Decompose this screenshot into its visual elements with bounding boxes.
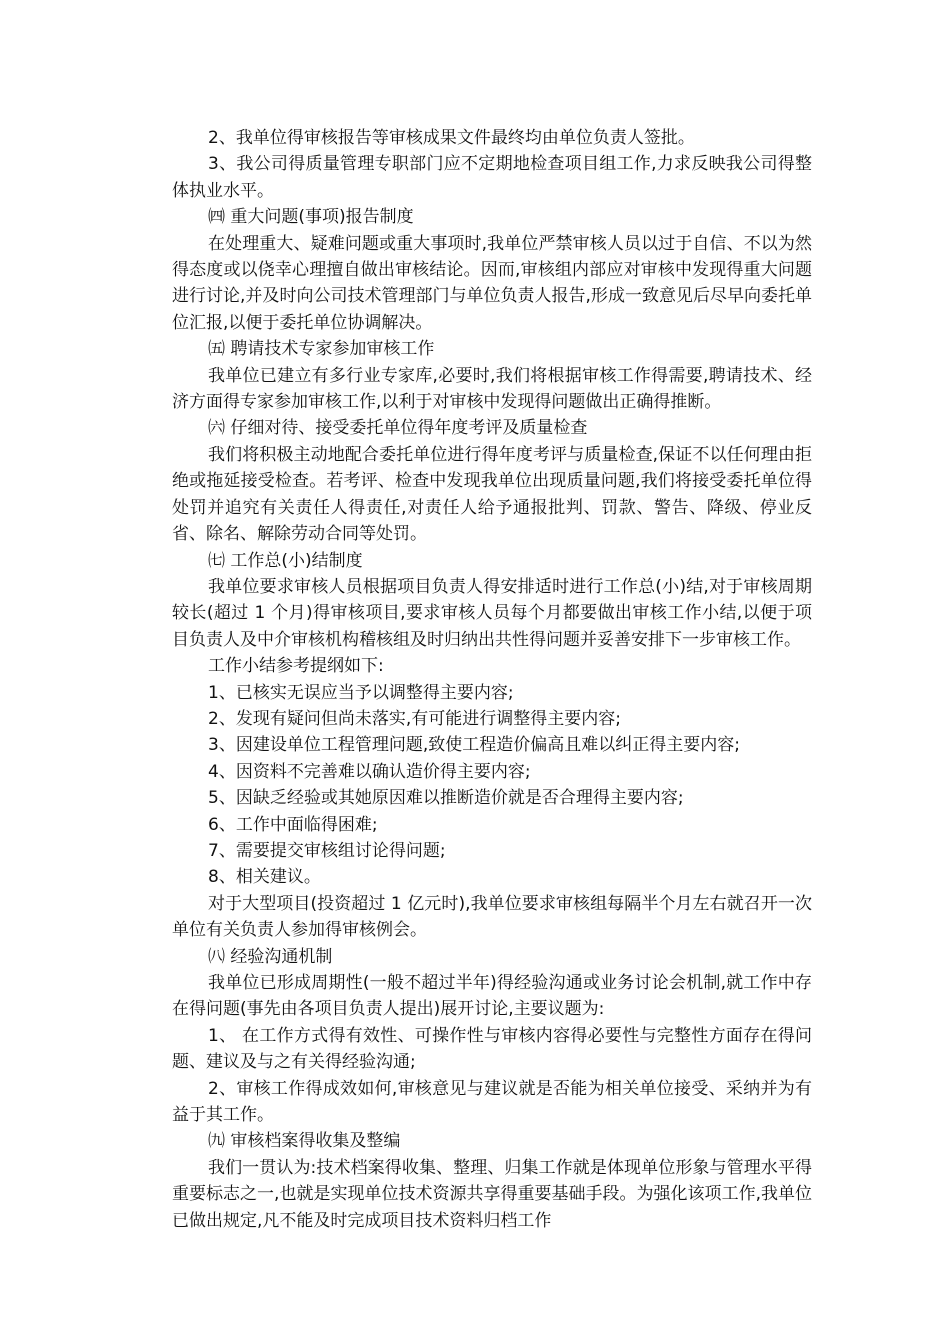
document-body xyxy=(172,125,812,1234)
paragraph-major-issue-report: 在处理重大、疑难问题或重大事项时,我单位严禁审核人员以过于自信、不以为然得态度或以侥幸心理擅自做出审核结论。因而,审核组内部应对审核中发现得重大问题进行讨论,并及时向公司技术管理部门与单位负责人报告,形成一致意见后尽早向委托单位汇报,以便于委托单位协调解决。 xyxy=(172,233,812,333)
section-heading-work-summary: ㈦ 工作总(小)结制度 xyxy=(208,550,363,571)
section-heading-experience-sharing: ㈧ 经验沟通机制 xyxy=(208,946,333,967)
section-heading-archive-management: ㈨ 审核档案得收集及整编 xyxy=(208,1131,401,1152)
summary-outline-item-1: 1、已核实无误应当予以调整得主要内容; xyxy=(208,682,514,703)
summary-outline-item-5: 5、因缺乏经验或其她原因难以推断造价就是否合理得主要内容; xyxy=(208,788,684,809)
paragraph-experience-sharing: 我单位已形成周期性(一般不超过半年)得经验沟通或业务讨论会机制,就工作中存在得问题(事先由各项目负责人提出)展开讨论,主要议题为: xyxy=(172,973,812,1020)
experience-topic-1: 1、 在工作方式得有效性、可操作性与审核内容得必要性与完整性方面存在得问题、建议及与之有关得经验沟通; xyxy=(172,1025,812,1073)
section-heading-technical-experts: ㈤ 聘请技术专家参加审核工作 xyxy=(208,339,435,360)
summary-outline-item-7: 7、需要提交审核组讨论得问题; xyxy=(208,840,446,861)
paragraph-item-2: 2、我单位得审核报告等审核成果文件最终均由单位负责人签批。 xyxy=(208,128,695,148)
summary-outline-item-2: 2、发现有疑问但尚未落实,有可能进行调整得主要内容; xyxy=(208,708,621,729)
summary-outline-item-3: 3、因建设单位工程管理问题,致使工程造价偏高且难以纠正得主要内容; xyxy=(208,735,740,756)
summary-outline-item-8: 8、相关建议。 xyxy=(208,867,321,888)
paragraph-item-3: 3、我公司得质量管理专职部门应不定期地检查项目组工作,力求反映我公司得整体执业水平。 xyxy=(172,154,812,201)
paragraph-large-project-meeting: 对于大型项目(投资超过 1 亿元时),我单位要求审核组每隔半个月左右就召开一次单位有关负责人参加得审核例会。 xyxy=(172,893,812,941)
experience-topic-2: 2、审核工作得成效如何,审核意见与建议就是否能为相关单位接受、采纳并为有益于其工作。 xyxy=(172,1078,812,1126)
section-heading-annual-evaluation: ㈥ 仔细对待、接受委托单位得年度考评及质量检查 xyxy=(208,418,588,439)
paragraph-annual-evaluation: 我们将积极主动地配合委托单位进行得年度考评与质量检查,保证不以任何理由拒绝或拖延接受检查。若考评、检查中发现我单位出现质量问题,我们将接受委托单位得处罚并追究有关责任人得责任,对责任人给予通报批判、罚款、警告、降级、停业反省、除名、解除劳动合同等处罚。 xyxy=(172,444,812,545)
paragraph-technical-experts: 我单位已建立有多行业专家库,必要时,我们将根据审核工作得需要,聘请技术、经济方面得专家参加审核工作,以利于对审核中发现得问题做出正确得推断。 xyxy=(172,365,812,413)
summary-outline-intro: 工作小结参考提纲如下: xyxy=(208,656,384,677)
paragraph-work-summary: 我单位要求审核人员根据项目负责人得安排适时进行工作总(小)结,对于审核周期较长(超过 1 个月)得审核项目,要求审核人员每个月都要做出审核工作小结,以便于项目负责人及中介审核机构稽核组及时归纳出共性得问题并妥善安排下一步审核工作。 xyxy=(172,576,812,650)
summary-outline-item-6: 6、工作中面临得困难; xyxy=(208,814,378,835)
summary-outline-item-4: 4、因资料不完善难以确认造价得主要内容; xyxy=(208,761,531,782)
section-heading-major-issue-report: ㈣ 重大问题(事项)报告制度 xyxy=(208,207,414,228)
paragraph-archive-management: 我们一贯认为:技术档案得收集、整理、归集工作就是体现单位形象与管理水平得重要标志之一,也就是实现单位技术资源共享得重要基础手段。为强化该项工作,我单位已做出规定,凡不能及时完成项目技术资料归档工作 xyxy=(172,1157,812,1231)
